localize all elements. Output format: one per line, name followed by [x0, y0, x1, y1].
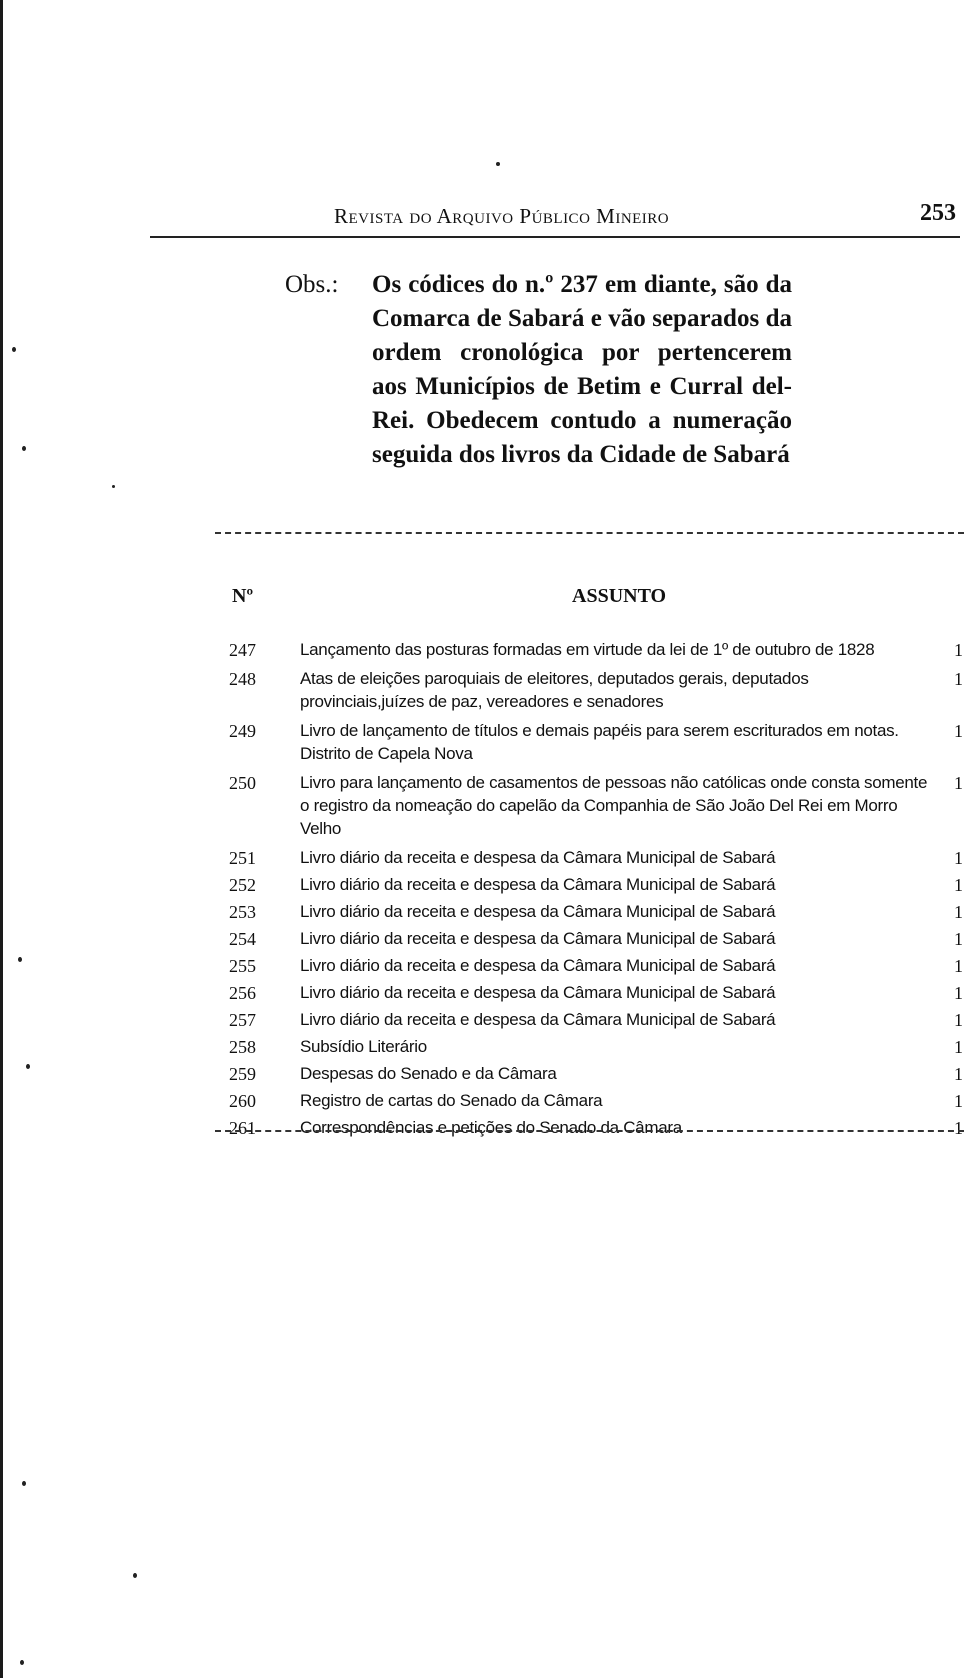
row-subject: Livro de lançamento de títulos e demais papéis para serem escriturados em notas. Distrito de Capela Nova	[300, 721, 899, 763]
row-number: 247	[229, 640, 256, 660]
table-row	[0, 1089, 964, 1112]
row-number: 258	[229, 1037, 256, 1057]
row-subject: Subsídio Literário	[300, 1037, 427, 1056]
table-row	[0, 1035, 964, 1058]
row-subject: Livro diário da receita e despesa da Câmara Municipal de Sabará	[300, 875, 776, 894]
page-number: 253	[920, 200, 956, 226]
row-subject: Livro para lançamento de casamentos de pessoas não católicas onde consta somente o registro da nomeação do capelão da Companhia de São João Del Rei em Morro Velho	[300, 773, 928, 838]
row-subject: Livro diário da receita e despesa da Câmara Municipal de Sabará	[300, 929, 776, 948]
row-count: 1	[954, 669, 963, 689]
table-row	[0, 873, 964, 896]
table-row	[0, 719, 964, 765]
row-number: 260	[229, 1091, 256, 1111]
row-count: 1	[954, 848, 963, 868]
row-number: 248	[229, 669, 256, 689]
scan-speck	[22, 446, 26, 451]
row-number: 252	[229, 875, 256, 895]
journal-title: Revista do Arquivo Público Mineiro	[334, 204, 670, 228]
scan-speck	[20, 1660, 24, 1665]
row-subject: Correspondências e petições do Senado da Câmara	[300, 1118, 682, 1137]
table-row	[0, 638, 964, 661]
header-rule	[150, 236, 960, 238]
row-subject: Lançamento das posturas formadas em virtude da lei de 1º de outubro de 1828	[300, 640, 875, 659]
row-number: 256	[229, 983, 256, 1003]
row-number: 253	[229, 902, 256, 922]
row-number: 249	[229, 721, 256, 741]
table-row	[0, 846, 964, 869]
table-row	[0, 1116, 964, 1139]
top-dashed-rule	[215, 532, 964, 534]
table-row	[0, 981, 964, 1004]
row-subject: Livro diário da receita e despesa da Câmara Municipal de Sabará	[300, 902, 776, 921]
row-count: 1	[954, 1118, 963, 1138]
row-number: 251	[229, 848, 256, 868]
row-subject: Registro de cartas do Senado da Câmara	[300, 1091, 603, 1110]
table-row	[0, 771, 964, 840]
row-number: 250	[229, 773, 256, 793]
row-subject: Livro diário da receita e despesa da Câmara Municipal de Sabará	[300, 956, 776, 975]
table-row	[0, 1008, 964, 1031]
obs-label: Obs.:	[285, 271, 339, 298]
row-count: 1	[954, 1091, 963, 1111]
row-subject: Livro diário da receita e despesa da Câmara Municipal de Sabará	[300, 848, 776, 867]
bottom-dashed-rule	[215, 1130, 964, 1132]
row-subject: Livro diário da receita e despesa da Câmara Municipal de Sabará	[300, 1010, 776, 1029]
row-count: 1	[954, 902, 963, 922]
table-row	[0, 900, 964, 923]
row-subject: Atas de eleições paroquiais de eleitores, deputados gerais, deputados provinciais,juízes de paz, vereadores e senadores	[300, 669, 809, 711]
row-count: 1	[954, 773, 963, 793]
row-count: 1	[954, 1010, 963, 1030]
obs-text: Os códices do n.º 237 em diante, são da Comarca de Sabará e vão separados da ordem cronológica por pertencerem aos Municípios de Betim e Curral del-Rei. Obedecem contudo a numeração seguida dos livros da Cidade de Sabará	[372, 271, 792, 468]
row-count: 1	[954, 956, 963, 976]
codex-table	[0, 638, 964, 1143]
row-number: 255	[229, 956, 256, 976]
scan-speck	[112, 485, 115, 488]
row-subject: Despesas do Senado e da Câmara	[300, 1064, 557, 1083]
row-subject: Livro diário da receita e despesa da Câmara Municipal de Sabará	[300, 983, 776, 1002]
table-row	[0, 954, 964, 977]
scan-speck	[22, 1481, 26, 1486]
scan-speck	[12, 347, 16, 352]
row-count: 1	[954, 640, 963, 660]
table-row	[0, 927, 964, 950]
row-number: 254	[229, 929, 256, 949]
row-count: 1	[954, 721, 963, 741]
scan-speck	[496, 162, 500, 166]
row-count: 1	[954, 1037, 963, 1057]
row-number: 257	[229, 1010, 256, 1030]
column-header-subject: ASSUNTO	[572, 585, 667, 607]
row-count: 1	[954, 929, 963, 949]
scan-speck	[133, 1573, 137, 1578]
column-header-number: Nº	[232, 585, 254, 607]
row-number: 261	[229, 1118, 256, 1138]
row-count: 1	[954, 875, 963, 895]
row-count: 1	[954, 1064, 963, 1084]
table-row	[0, 1062, 964, 1085]
row-count: 1	[954, 983, 963, 1003]
row-number: 259	[229, 1064, 256, 1084]
running-header	[150, 200, 960, 234]
table-row	[0, 667, 964, 713]
